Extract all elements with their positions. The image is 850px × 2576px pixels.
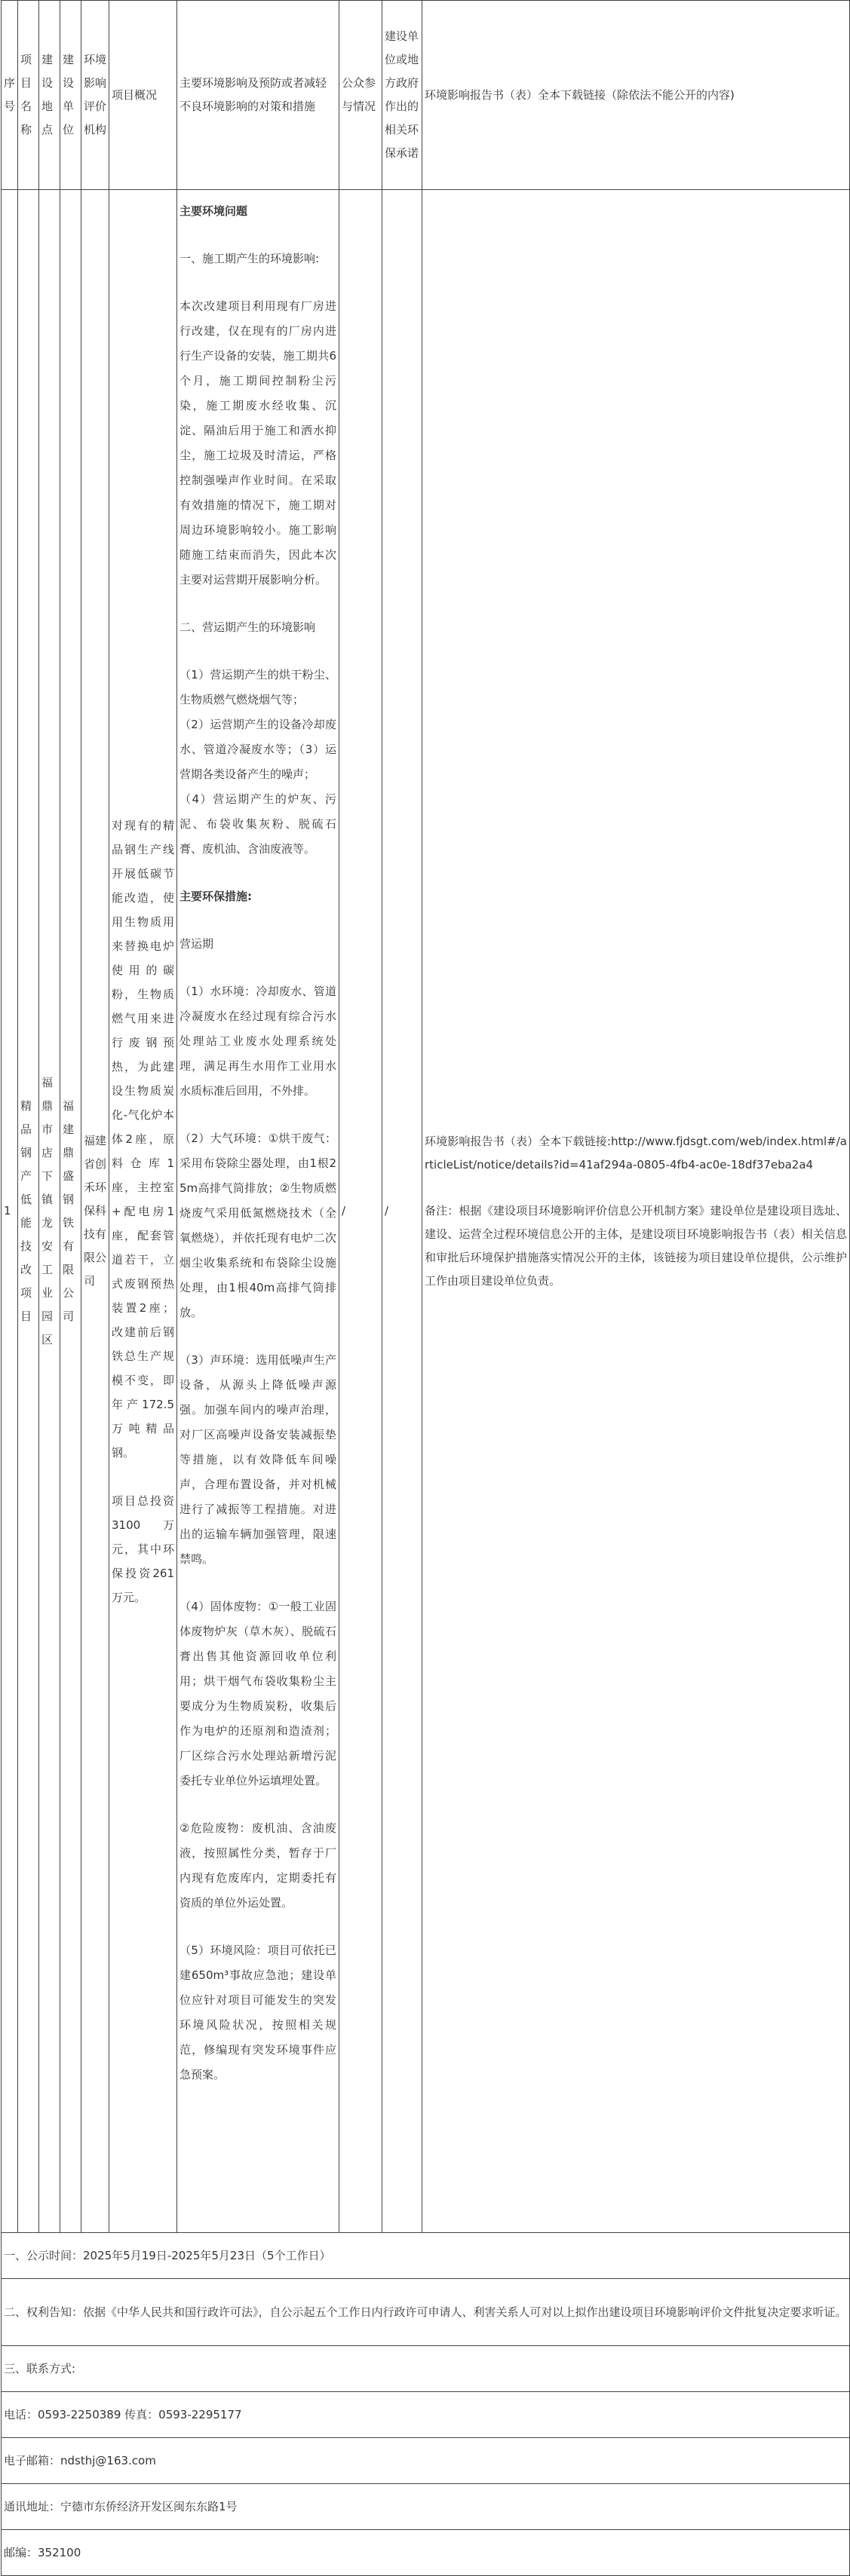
header-eia-org: 环境影响评价机构: [81, 1, 109, 190]
cell-impacts: [177, 190, 339, 2233]
footer-row: [2, 2438, 850, 2484]
construction-heading: 一、施工期产生的环境影响:: [180, 252, 320, 265]
cell-participation: /: [339, 190, 382, 2233]
overview-investment: 项目总投资3100万元，其中环保投资261万元。: [112, 1493, 174, 1604]
operation-item-1: （1）营运期产生的烘干粉尘、生物质燃气燃烧烟气等；: [180, 668, 336, 706]
measure-risk: （5）环境风险：项目可依托已建650m³事故应急池；建设单位应针对项目可能发生的突发环境风险状况，按照相关规范，修编现有突发环境事件应急预案。: [180, 1943, 336, 2081]
footer-row: [2, 2279, 850, 2346]
cell-seq: 1: [2, 190, 18, 2233]
header-participation: 公众参与情况: [339, 1, 382, 190]
impacts-title: 主要环境问题: [180, 204, 248, 218]
header-report-link: 环境影响报告书（表）全本下载链接（除依法不能公开的内容): [422, 1, 850, 190]
header-seq: 序号: [2, 1, 18, 190]
contact-postcode: 邮编：352100: [2, 2530, 850, 2576]
header-project-name: 项目名称: [18, 1, 39, 190]
footer-row: [2, 2233, 850, 2279]
notice-period: 一、公示时间：2025年5月19日-2025年5月23日（5个工作日）: [2, 2233, 850, 2279]
contact-title: 三、联系方式:: [2, 2346, 850, 2392]
remark-text: 备注：根据《建设项目环境影响评价信息公开机制方案》建设单位是建设项目选址、建设、运营全过程环境信息公开的主体，是建设项目环境影响报告书（表）相关信息和审批后环境保护措施落实情况公开的主体，该链接为项目建设单位提供，公示维护工作由项目建设单位负责。: [425, 1203, 847, 1288]
measure-hazardous-waste: ②危险废物：废机油、含油废液，按照属性分类，暂存于厂内现有危废库内，定期委托有资质的单位外运处置。: [180, 1821, 336, 1910]
operation-item-4: （4）营运期产生的炉灰、污泥、布袋收集灰粉、脱硫石膏、废机油、含油废液等。: [180, 792, 336, 856]
footer-row: [2, 2392, 850, 2438]
measures-title: 主要环保措施:: [180, 890, 252, 903]
cell-commitment: /: [382, 190, 422, 2233]
contact-phone: 电话：0593-2250389 传真：0593-2295177: [2, 2392, 850, 2438]
table-row: [2, 190, 850, 2233]
header-builder: 建设单位: [60, 1, 81, 190]
measure-solid-waste: （4）固体废物：①一般工业固体废物炉灰（草木灰）、脱硫石膏出售其他资源回收单位利用；烘干烟气布袋收集粉尘主要成分为生物质炭粉，收集后作为电炉的还原剂和造渣剂；厂区综合污水处理站新增污泥委托专业单位外运填埋处置。: [180, 1600, 336, 1787]
operation-period-label: 营运期: [180, 937, 214, 951]
overview-text: 对现有的精品钢生产线开展低碳节能改造，使用生物质用来替换电炉使用的碳粉，生物质燃气用来进行废钢预热，为此建设生物质炭化-气化炉本体2座，原料仓库1座，主控室+配电房1座，配套管道若干，立式废钢预热装置2座；改建前后钢铁总生产规模不变，即年产172.5万吨精品钢。: [112, 818, 174, 1460]
operation-item-2: （2）运营期产生的设备冷却废水、管道冷凝废水等；（3）运营期各类设备产生的噪声；: [180, 718, 336, 781]
cell-report-link: [422, 190, 850, 2233]
measure-noise: （3）声环境：选用低噪声生产设备，从源头上降低噪声源强。加强车间内的噪声治理，对厂区高噪声设备安装减振垫等措施，以有效降低车间噪声，合理布置设备，并对机械进行了减振等工程措施。对进出的运输车辆加强管理，限速禁鸣。: [180, 1353, 336, 1566]
operation-heading: 二、营运期产生的环境影响: [180, 620, 316, 634]
header-row: [2, 1, 850, 190]
header-impacts: 主要环境影响及预防或者减轻不良环境影响的对策和措施: [177, 1, 339, 190]
cell-overview: [109, 190, 177, 2233]
measure-water: （1）水环境：冷却废水、管道冷凝废水在经过现有综合污水处理站工业废水处理系统处理，满足再生水用作工业用水水质标准后回用，不外排。: [180, 985, 336, 1098]
cell-project-name: 精品钢产低能技改项目: [18, 190, 39, 2233]
rights-notice: 二、权利告知：依据《中华人民共和国行政许可法》，自公示起五个工作日内行政许可申请人、利害关系人可对以上拟作出建设项目环境影响评价文件批复决定要求听证。: [2, 2279, 850, 2346]
cell-builder: 福建鼎盛钢铁有限公司: [60, 190, 81, 2233]
footer-row: [2, 2484, 850, 2530]
cell-eia-org: 福建省创禾环保科技有限公司: [81, 190, 109, 2233]
header-overview: 项目概况: [109, 1, 177, 190]
contact-email[interactable]: 电子邮箱：ndsthj@163.com: [2, 2438, 850, 2484]
footer-row: [2, 2346, 850, 2392]
report-download-link[interactable]: 环境影响报告书（表）全本下载链接:http://www.fjdsgt.com/web/index.html#/articleList/notice/details?id=41af294a-0805-4fb4-ac0e-18df37eba2a4: [425, 1134, 847, 1172]
header-commitment: 建设单位或地方政府作出的相关环保承诺: [382, 1, 422, 190]
contact-address: 通讯地址：宁德市东侨经济开发区闽东东路1号: [2, 2484, 850, 2530]
construction-text: 本次改建项目利用现有厂房进行改建，仅在现有的厂房内进行生产设备的安装，施工期共6个月，施工期间控制粉尘污染，施工期废水经收集、沉淀、隔油后用于施工和洒水抑尘，施工垃圾及时清运，严格控制强噪声作业时间。在采取有效措施的情况下，施工期对周边环境影响较小。施工影响随施工结束而消失，因此本次主要对运营期开展影响分析。: [180, 299, 336, 587]
measure-air: （2）大气环境：①烘干废气：采用布袋除尘器处理，由1根25m高排气筒排放；②生物质燃烧废气采用低氮燃烧技术（全氧燃烧），并依托现有电炉二次烟尘收集系统和布袋除尘设施处理，由1根40m高排气筒排放。: [180, 1132, 336, 1319]
eia-notice-table: [1, 0, 850, 2576]
cell-location: 福鼎市店下镇龙安工业园区: [39, 190, 60, 2233]
footer-row: [2, 2530, 850, 2576]
header-location: 建设地点: [39, 1, 60, 190]
